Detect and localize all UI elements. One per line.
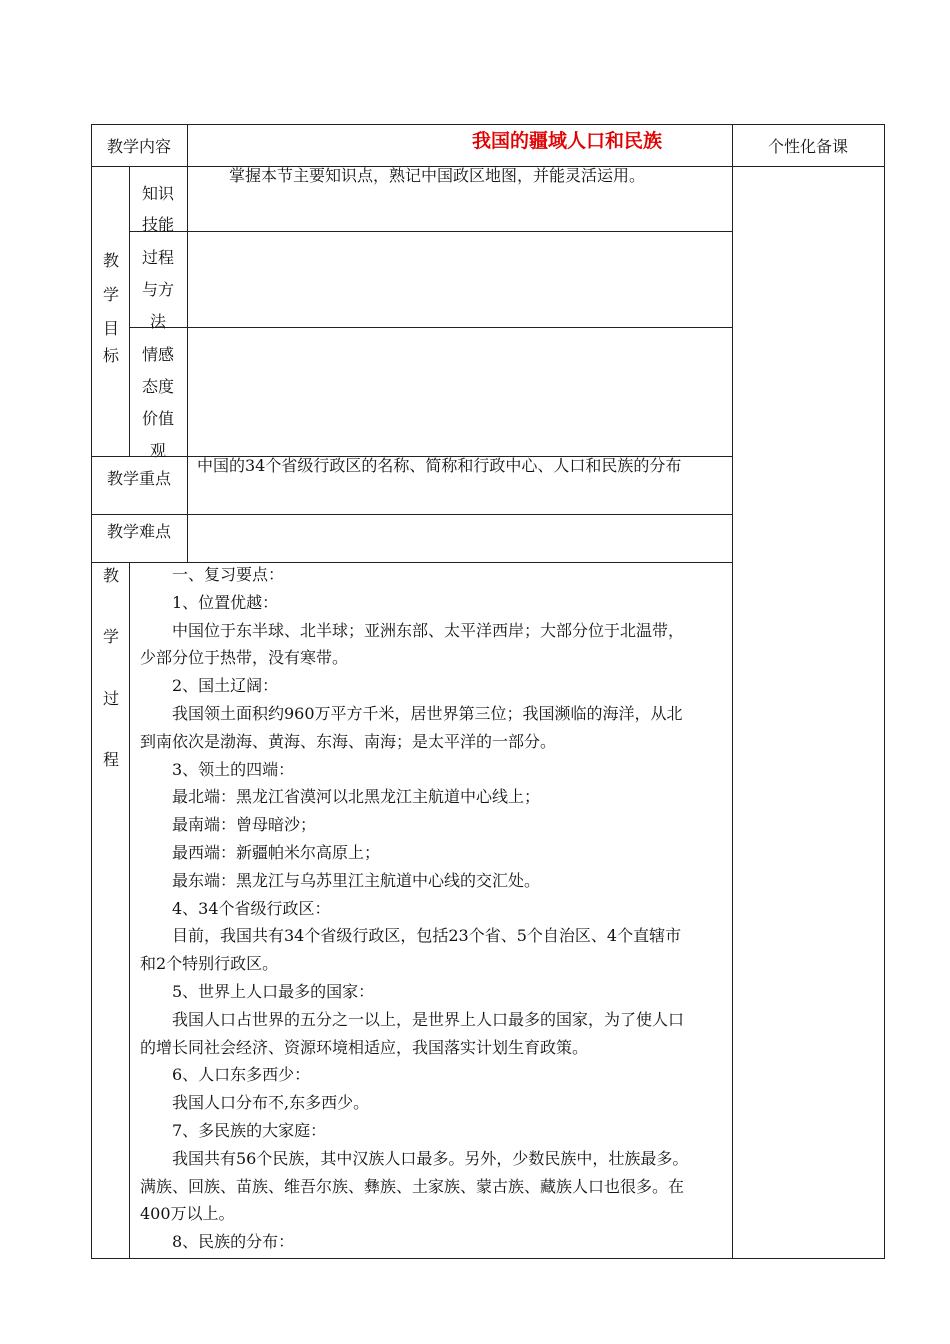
divider-row-process	[129, 327, 733, 328]
divider-col-right	[732, 124, 733, 1259]
table-border-top	[91, 124, 885, 125]
key-points-text: 中国的34个省级行政区的名称、简称和行政中心、人口和民族的分布	[197, 456, 682, 475]
header-teaching-content: 教学内容	[107, 137, 172, 156]
content-line: 到南依次是渤海、黄海、东海、南海；是太平洋的一部分。	[140, 731, 557, 751]
emotion-label-2: 态度	[141, 377, 174, 396]
review-content	[140, 561, 725, 1256]
key-points-label: 教学重点	[107, 469, 172, 488]
header-personalized-prep: 个性化备课	[768, 137, 849, 156]
content-line: 6、人口东多西少：	[172, 1065, 311, 1085]
content-line: 我国共有56个民族，其中汉族人口最多。另外，少数民族中，壮族最多。	[172, 1148, 689, 1168]
divider-row-key	[91, 514, 733, 515]
content-line: 400万以上。	[140, 1204, 235, 1224]
content-line: 的增长同社会经济、资源环境相适应，我国落实计划生育政策。	[140, 1037, 589, 1057]
process-method-label-2: 与方	[141, 280, 174, 299]
emotion-label-4: 观	[149, 441, 166, 460]
content-line: 目前，我国共有34个省级行政区，包括23个省、5个自治区、4个直辖市	[172, 926, 682, 946]
content-line: 4、34个省级行政区：	[172, 898, 331, 918]
difficulty-label: 教学难点	[107, 522, 172, 541]
content-line: 最东端：黑龙江与乌苏里江主航道中心线的交汇处。	[172, 870, 541, 890]
knowledge-text: 掌握本节主要知识点，熟记中国政区地图，并能灵活运用。	[229, 166, 646, 185]
process-label-3: 过	[102, 689, 119, 708]
page-title: 我国的疆域人口和民族	[472, 130, 663, 152]
process-label-2: 学	[102, 627, 119, 646]
content-line: 中国位于东半球、北半球；亚洲东部、太平洋西岸；大部分位于北温带，	[172, 620, 685, 640]
divider-col-goals	[129, 166, 130, 456]
goals-label-2: 学	[102, 285, 119, 304]
content-line: 8、民族的分布：	[172, 1232, 295, 1252]
process-label-4: 程	[102, 750, 119, 769]
goals-label-1: 教	[102, 251, 119, 270]
table-border-right	[884, 124, 885, 1259]
content-line: 最西端：新疆帕米尔高原上；	[172, 842, 381, 862]
divider-col-process	[129, 562, 130, 1259]
table-border-bottom	[91, 1258, 885, 1259]
content-line: 一、复习要点：	[172, 565, 285, 584]
content-line: 1、位置优越：	[172, 592, 279, 612]
content-line: 5、世界上人口最多的国家：	[172, 981, 375, 1001]
emotion-label-1: 情感	[141, 345, 174, 364]
content-line: 3、领土的四端：	[172, 759, 295, 779]
content-line: 满族、回族、苗族、维吾尔族、彝族、土家族、蒙古族、藏族人口也很多。在	[140, 1176, 685, 1196]
knowledge-label-2: 技能	[141, 215, 174, 234]
divider-col-main-left	[187, 124, 188, 562]
content-line: 最南端：曾母暗沙；	[172, 815, 317, 835]
content-line: 最北端：黑龙江省漠河以北黑龙江主航道中心线上；	[172, 787, 541, 807]
divider-row-knowledge	[129, 231, 733, 232]
process-method-label-3: 法	[149, 312, 166, 331]
content-line: 2、国土辽阔：	[172, 676, 279, 696]
goals-label-3: 目	[102, 319, 119, 338]
content-line: 我国人口分布不,东多西少。	[172, 1093, 370, 1113]
process-method-label-1: 过程	[141, 248, 174, 267]
emotion-label-3: 价值	[141, 409, 174, 428]
content-line: 7、多民族的大家庭：	[172, 1120, 327, 1140]
goals-label-4: 标	[102, 346, 119, 365]
process-label-1: 教	[102, 566, 119, 585]
knowledge-label-1: 知识	[141, 184, 174, 203]
content-line: 我国领土面积约960万平方千米，居世界第三位；我国濒临的海洋，从北	[172, 703, 683, 723]
content-line: 我国人口占世界的五分之一以上，是世界上人口最多的国家，为了使人口	[172, 1009, 685, 1029]
content-line: 少部分位于热带，没有寒带。	[140, 648, 349, 668]
content-line: 和2个特别行政区。	[140, 954, 279, 974]
